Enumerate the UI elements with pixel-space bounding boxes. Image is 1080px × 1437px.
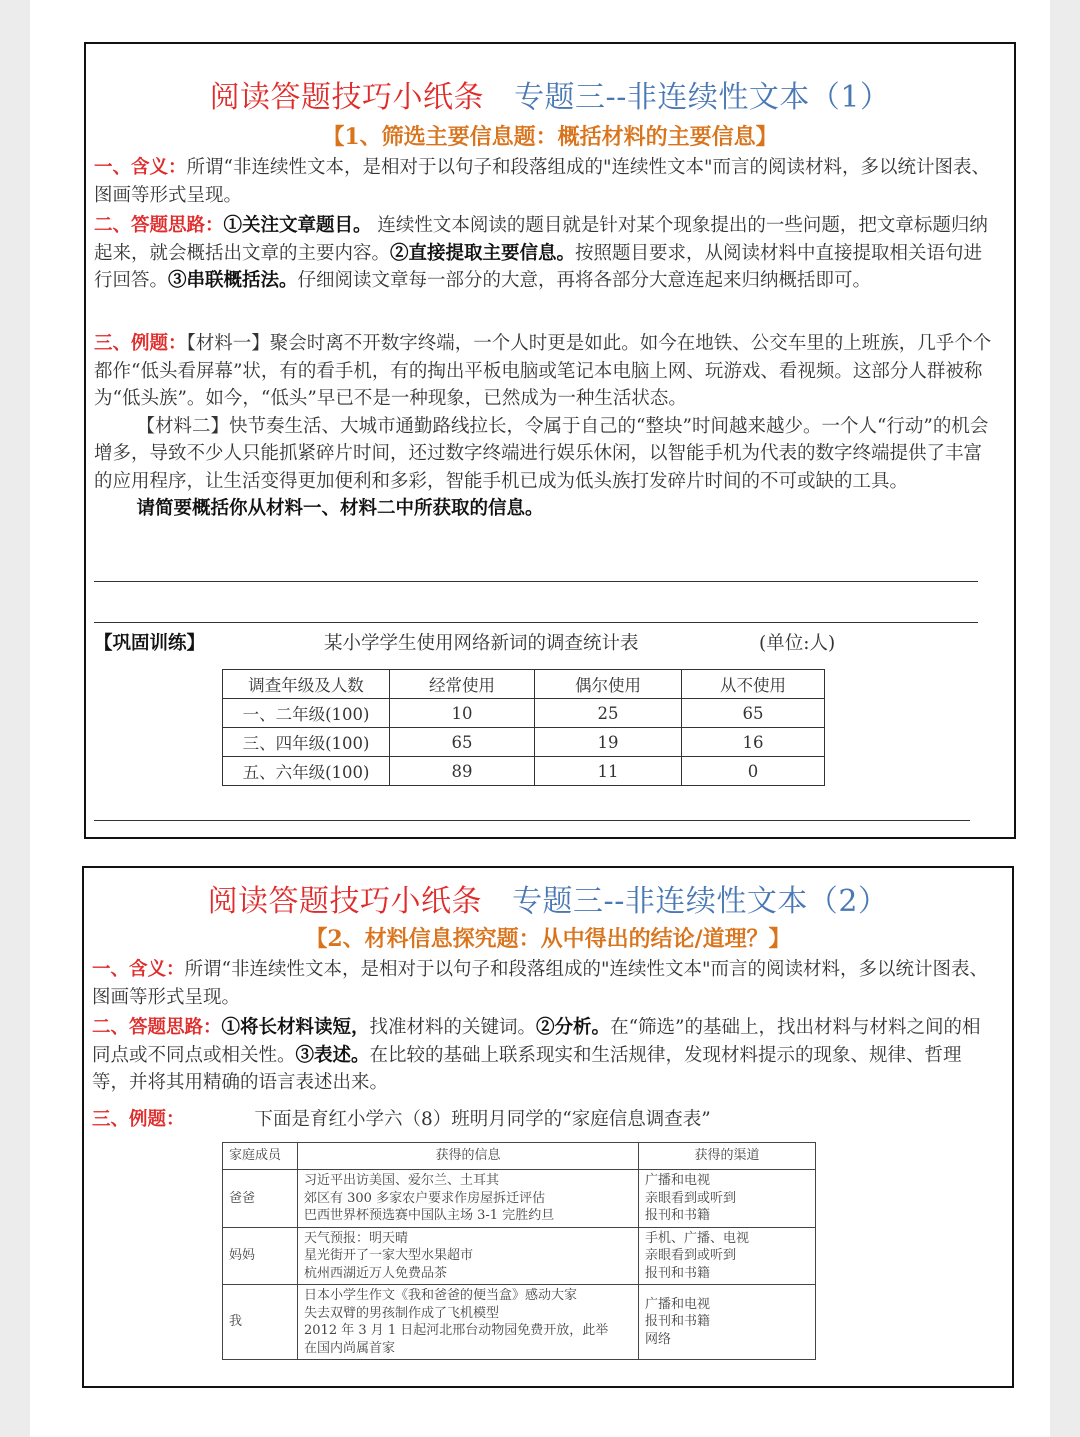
info-line: 巴西世界杯预选赛中国队主场 3-1 完胜约旦 [304, 1208, 555, 1223]
card1-def-text: 所谓“非连续性文本，是相对于以句子和段落组成的"连续性文本"而言的阅读材料，多以统计图表、图画等形式呈现。 [94, 157, 990, 206]
table-cell: 65 [682, 699, 825, 728]
card2-def-text: 所谓“非连续性文本，是相对于以句子和段落组成的"连续性文本"而言的阅读材料，多以统计图表、图画等形式呈现。 [92, 959, 988, 1008]
table-cell: 10 [390, 699, 535, 728]
card1-method [94, 212, 994, 295]
training-table-caption: 某小学学生使用网络新词的调查统计表 [324, 633, 639, 654]
card2-title-main: 阅读答题技巧小纸条 [207, 884, 483, 919]
card1-title [86, 72, 1014, 116]
answer-line-1[interactable] [94, 581, 978, 582]
table-header-cell: 获得的渠道 [639, 1143, 816, 1170]
channel-line: 报刊和书籍 [645, 1314, 711, 1330]
card1-method-label: 二、答题思路： [94, 215, 224, 236]
survey-table [222, 669, 825, 786]
card1-definition [94, 154, 994, 209]
card2-method-step3: ③表述。 [295, 1044, 370, 1066]
card2-definition [92, 956, 992, 1011]
info-line: 星光街开了一家大型水果超市 [304, 1248, 474, 1263]
card2-example [92, 1106, 992, 1134]
card1-material-1: 【材料一】聚会时离不开数字终端，一个人时更是如此。如今在地铁、公交车里的上班族，几乎个个都作“低头看屏幕”状，有的看手机，有的掏出平板电脑或笔记本电脑上网、玩游戏、看视频。这部分人群被称为“低头族”。如今，“低头”早已不是一种现象，已然成为一种生活状态。 [94, 333, 992, 409]
channel-line: 亲眼看到或听到 [645, 1190, 737, 1206]
member-cell: 我 [223, 1285, 298, 1360]
training-table-unit: (单位:人) [759, 633, 836, 654]
card2-method-step2: ②分析。 [536, 1017, 611, 1038]
table-row [223, 728, 825, 757]
table-row [223, 1227, 816, 1285]
info-line: 习近平出访美国、爱尔兰、土耳其 [304, 1173, 500, 1188]
channel-line: 广播和电视 [645, 1296, 711, 1312]
card1-question: 请简要概括你从材料一、材料二中所获取的信息。 [136, 498, 544, 519]
card1-method-step1: ①关注文章题目。 [223, 215, 372, 236]
table-cell: 16 [682, 728, 825, 757]
card1-def-label: 一、含义： [94, 157, 187, 178]
card2-method-step3-text: 在比较的基础上联系现实和生活规律，发现材料提示的现象、规律、哲理等，并将其用精确的语言表述出来。 [92, 1044, 962, 1093]
channel-cell [639, 1170, 816, 1228]
card2-method-step2-text: 在“筛选”的基础上，找出材料与材料之间的相同点或不同点或相关性。 [92, 1017, 981, 1066]
card1-material-2: 【材料二】快节奏生活、大城市通勤路线拉长，令属于自己的“整块”时间越来越少。一个人“行动”的机会增多，导致不少人只能抓紧碎片时间，还过数字终端进行娱乐休闲，以智能手机为代表的数字终端提供了丰富的应用程序，让生活变得更加便利和多彩，智能手机已成为低头族打发碎片时间的不可或缺的工具。 [94, 415, 989, 492]
table-cell: 11 [535, 757, 682, 786]
info-line: 日本小学生作文《我和爸爸的便当盒》感动大家 [304, 1288, 578, 1303]
card2-example-text: 下面是育红小学六（8）班明月同学的“家庭信息调查表” [254, 1109, 711, 1130]
table-cell: 0 [682, 757, 825, 786]
card1-title-topic: 专题三--非连续性文本（1） [514, 80, 891, 115]
channel-line: 报刊和书籍 [645, 1265, 711, 1281]
info-cell [298, 1285, 639, 1360]
tip-card-1 [84, 42, 1016, 839]
member-cell: 妈妈 [223, 1227, 298, 1285]
card1-method-step3: ③串联概括法。 [168, 270, 298, 291]
card1-method-step2-text: 按照题目要求，从阅读材料中直接提取相关语句进行回答。 [94, 242, 983, 291]
card1-method-step1-text: 连续性文本阅读的题目就是针对某个现象提出的一些问题，把文章标题归纳起来，就会概括出文章的主要内容。 [94, 215, 988, 264]
table-header-cell: 偶尔使用 [535, 670, 682, 699]
card2-method [92, 1014, 992, 1097]
info-line: 在国内尚属首家 [304, 1340, 396, 1356]
survey-table-header [223, 670, 825, 699]
table-cell: 19 [535, 728, 682, 757]
table-cell: 三、四年级(100) [223, 728, 390, 757]
channel-line: 亲眼看到或听到 [645, 1248, 737, 1263]
card2-def-label: 一、含义： [92, 959, 185, 980]
info-cell [298, 1227, 639, 1285]
card1-example-label: 三、例题： [94, 333, 187, 354]
channel-line: 报刊和书籍 [645, 1208, 711, 1223]
table-cell: 89 [390, 757, 535, 786]
channel-cell [639, 1227, 816, 1285]
answer-line-3[interactable] [94, 820, 970, 821]
card1-example [94, 330, 994, 523]
table-header-cell: 经常使用 [390, 670, 535, 699]
table-header-cell: 调查年级及人数 [223, 670, 390, 699]
card2-title-topic: 专题三--非连续性文本（2） [512, 884, 889, 919]
table-header-cell: 从不使用 [682, 670, 825, 699]
table-cell: 一、二年级(100) [223, 699, 390, 728]
table-cell: 25 [535, 699, 682, 728]
table-cell: 五、六年级(100) [223, 757, 390, 786]
table-row [223, 757, 825, 786]
card2-method-step1: ①将长材料读短， [221, 1017, 370, 1038]
info-cell [298, 1170, 639, 1228]
table-row [223, 699, 825, 728]
channel-line: 手机、广播、电视 [645, 1230, 750, 1246]
family-info-table [222, 1142, 816, 1360]
info-line: 杭州西湖近万人免费品茶 [304, 1265, 448, 1281]
card2-method-step1-text: 找准材料的关键词。 [369, 1017, 537, 1038]
table-header-cell: 获得的信息 [298, 1143, 639, 1170]
card1-title-main: 阅读答题技巧小纸条 [209, 80, 485, 115]
card1-method-step2: ②直接提取主要信息。 [390, 242, 576, 264]
table-header-cell: 家庭成员 [223, 1143, 298, 1170]
table-row [223, 1170, 816, 1228]
training-label: 【巩固训练】 [94, 633, 206, 654]
member-cell: 爸爸 [223, 1170, 298, 1228]
card1-subtitle: 【1、筛选主要信息题：概括材料的主要信息】 [322, 124, 778, 150]
table-cell: 65 [390, 728, 535, 757]
channel-line: 网络 [645, 1331, 672, 1347]
channel-cell [639, 1285, 816, 1360]
info-line: 2012 年 3 月 1 日起河北邢台动物园免费开放，此举 [304, 1323, 609, 1338]
card2-method-label: 二、答题思路： [92, 1017, 222, 1038]
card2-subtitle: 【2、材料信息探究题：从中得出的结论/道理？】 [305, 926, 791, 952]
card2-example-label: 三、例题： [92, 1109, 185, 1130]
info-line: 失去双臂的男孩制作成了飞机模型 [304, 1305, 500, 1321]
info-line: 郊区有 300 多家农户要求作房屋拆迁评估 [304, 1190, 546, 1206]
family-table-header [223, 1143, 816, 1170]
table-row [223, 1285, 816, 1360]
tip-card-2 [82, 866, 1014, 1388]
answer-line-2[interactable] [94, 622, 978, 623]
card1-method-step3-text: 仔细阅读文章每一部分的大意，再将各部分大意连起来归纳概括即可。 [297, 270, 872, 291]
info-line: 天气预报：明天晴 [304, 1230, 409, 1246]
channel-line: 广播和电视 [645, 1173, 711, 1188]
card2-title [84, 876, 1012, 920]
